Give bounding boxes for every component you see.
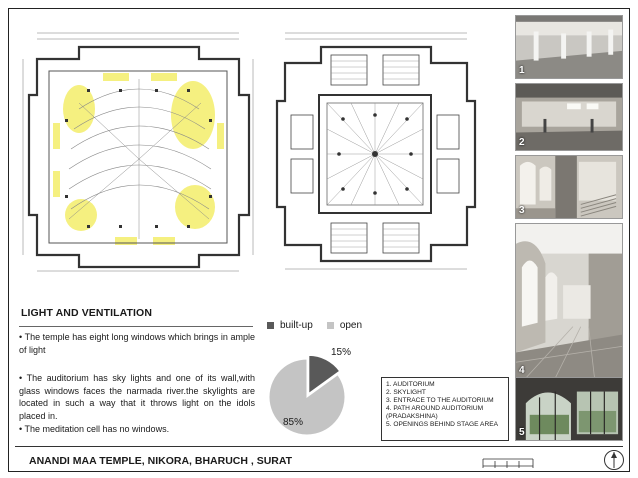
drawing-sheet (8, 8, 630, 472)
floor-plan-structure (271, 19, 481, 277)
paragraph-windows: • The temple has eight long windows which brings in ample of light (19, 332, 255, 355)
key-item: 3. ENTRACE TO THE AUDITORIUM (386, 397, 494, 404)
photo-number: 3 (519, 205, 525, 216)
floor-plan-light (19, 19, 257, 277)
key-item: 4. PATH AROUND AUDITORIUM (386, 405, 484, 412)
photo-5 (515, 377, 623, 441)
pie-chart (267, 343, 377, 443)
legend-label-built: built-up (280, 320, 313, 331)
photo-number: 1 (519, 65, 525, 76)
key-item: (PRADAKSHINA) (386, 413, 438, 420)
key-list (386, 381, 504, 429)
section-heading: LIGHT AND VENTILATION (21, 307, 153, 319)
key-item: 2. SKYLIGHT (386, 389, 426, 396)
heading-rule (19, 326, 253, 327)
photo-number: 5 (519, 427, 525, 438)
chart-legend (267, 320, 362, 331)
photo-3 (515, 155, 623, 219)
legend-swatch-built (267, 322, 274, 329)
scale-bar (481, 457, 535, 469)
legend-key-box (381, 377, 509, 441)
photo-4 (515, 223, 623, 379)
key-item: 1. AUDITORIUM (386, 381, 435, 388)
pie-label-built-up: 15% (331, 347, 352, 358)
light-zones (53, 73, 224, 245)
paragraph-meditation-cell: • The meditation cell has no windows. (19, 424, 170, 434)
legend-swatch-open (327, 322, 334, 329)
north-arrow-icon (603, 449, 625, 471)
paragraph-skylights: • The auditorium has sky lights and one of its wall,with glass windows faces the narmada river.the skylights are located in such a way that it throws light on the idols placed in. (19, 373, 255, 421)
legend-label-open: open (339, 320, 363, 331)
pie-label-open: 85% (283, 417, 304, 428)
photo-2 (515, 83, 623, 151)
photo-number: 4 (519, 365, 525, 376)
photo-number: 2 (519, 137, 525, 148)
photo-1 (515, 15, 623, 79)
footer-rule (15, 446, 623, 447)
footer-title: ANANDI MAA TEMPLE, NIKORA, BHARUCH , SURAT (29, 455, 293, 467)
key-item: 5. OPENINGS BEHIND STAGE AREA (386, 421, 498, 428)
